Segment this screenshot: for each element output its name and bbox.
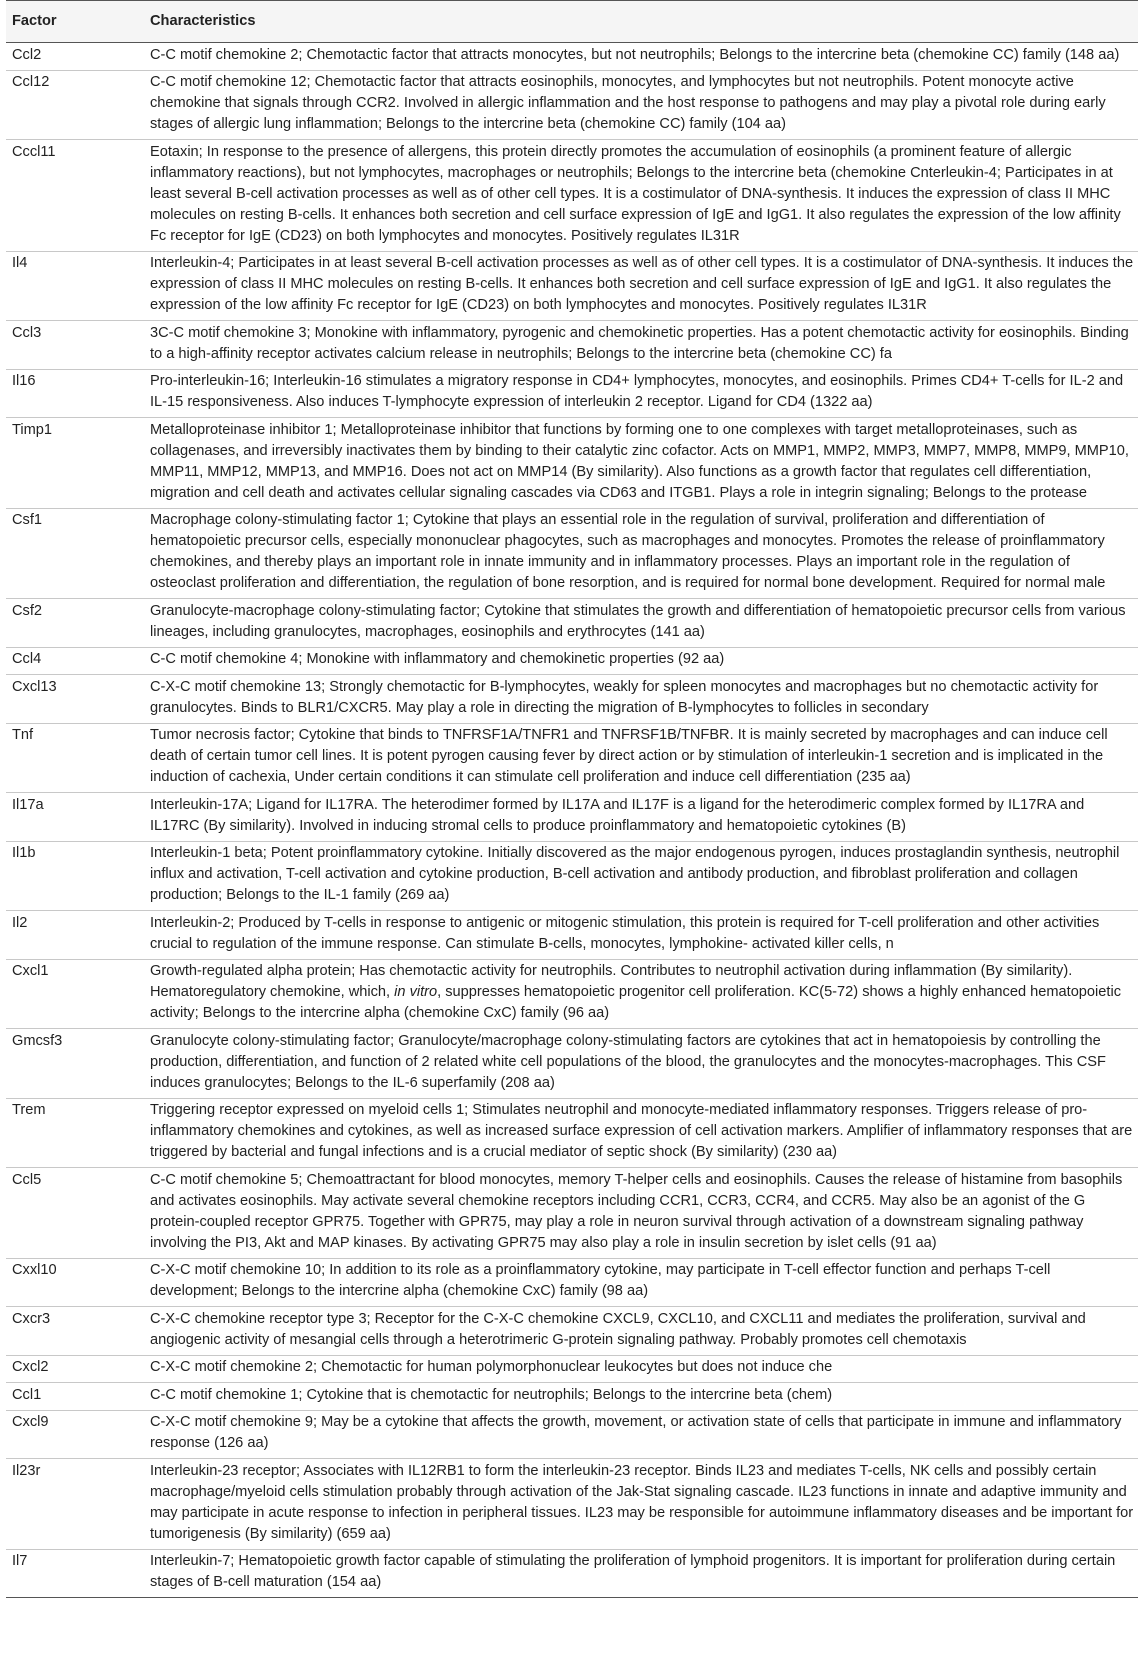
table-row (6, 1383, 1138, 1411)
factor-cell: Ccl4 (6, 647, 150, 675)
characteristics-cell (150, 959, 1138, 1029)
characteristics-cell: Metalloproteinase inhibitor 1; Metalloproteinase inhibitor that functions by forming one to one complexes with target metalloproteinases, such as collagenases, and irreversibly inactivates them by binding to their catalytic zinc cofactor. Acts on MMP1, MMP2, MMP3, MMP7, MMP8, MMP9, MMP10, MMP11, MMP12, MMP13, and MMP16. Does not act on MMP14 (By similarity). Also functions as a growth factor that regulates cell differentiation, migration and cell death and activates cellular signaling cascades via CD63 and ITGB1. Plays a role in integrin signaling; Belongs to the protease (150, 418, 1138, 509)
characteristics-italic-text: in vitro (394, 984, 438, 1000)
characteristics-cell: Granulocyte-macrophage colony-stimulating factor; Cytokine that stimulates the growth and differentiation of hematopoietic precursor cells from various lineages, including granulocytes, macrophages, eosinophils and erythrocytes (141 aa) (150, 599, 1138, 648)
factor-cell: Il7 (6, 1549, 150, 1598)
table-row (6, 647, 1138, 675)
table-row (6, 418, 1138, 509)
characteristics-cell: Interleukin-17A; Ligand for IL17RA. The heterodimer formed by IL17A and IL17F is a ligand for the heterodimeric complex formed by IL17RA and IL17RC (By similarity). Involved in inducing stromal cells to produce proinflammatory and hematopoietic cytokines (B) (150, 793, 1138, 842)
factor-cell: Il23r (6, 1459, 150, 1550)
table-row (6, 675, 1138, 724)
table-row (6, 1258, 1138, 1307)
factor-cell: Cxcl13 (6, 675, 150, 724)
header-row (6, 1, 1138, 43)
table-row (6, 841, 1138, 911)
factor-table (6, 0, 1138, 1598)
table-row (6, 1098, 1138, 1168)
characteristics-cell: C-X-C motif chemokine 10; In addition to its role as a proinflammatory cytokine, may participate in T-cell effector function and perhaps T-cell development; Belongs to the intercrine alpha (chemokine CxC) family (98 aa) (150, 1258, 1138, 1307)
factor-cell: Ccl1 (6, 1383, 150, 1411)
table-row (6, 1307, 1138, 1356)
characteristics-cell: C-C motif chemokine 2; Chemotactic factor that attracts monocytes, but not neutrophils; Belongs to the intercrine beta (chemokine CC) family (148 aa) (150, 43, 1138, 71)
characteristics-cell: Interleukin-2; Produced by T-cells in response to antigenic or mitogenic stimulation, this protein is required for T-cell proliferation and other activities crucial to regulation of the immune response. Can stimulate B-cells, monocytes, lymphokine- activated killer cells, n (150, 911, 1138, 960)
table-row (6, 369, 1138, 418)
factor-cell: Il16 (6, 369, 150, 418)
characteristics-cell: Macrophage colony-stimulating factor 1; Cytokine that plays an essential role in the regulation of survival, proliferation and differentiation of hematopoietic precursor cells, especially mononuclear phagocytes, such as macrophages and monocytes. Promotes the release of proinflammatory chemokines, and thereby plays an important role in innate immunity and in inflammatory processes. Plays an important role in the regulation of osteoclast proliferation and differentiation, the regulation of bone resorption, and is required for normal bone development. Required for normal male (150, 508, 1138, 599)
factor-cell: Cxcl2 (6, 1355, 150, 1383)
factor-cell: Csf1 (6, 508, 150, 599)
factor-cell: Tnf (6, 723, 150, 793)
characteristics-cell: C-X-C chemokine receptor type 3; Receptor for the C-X-C chemokine CXCL9, CXCL10, and CXCL11 and mediates the proliferation, survival and angiogenic activity of mesangial cells through a heterotrimeric G-protein signaling pathway. Probably promotes cell chemotaxis (150, 1307, 1138, 1356)
table-row (6, 1029, 1138, 1099)
table-row (6, 793, 1138, 842)
characteristics-cell: Interleukin-7; Hematopoietic growth factor capable of stimulating the proliferation of lymphoid progenitors. It is important for proliferation during certain stages of B-cell maturation (154 aa) (150, 1549, 1138, 1598)
table-row (6, 1355, 1138, 1383)
characteristics-cell: C-C motif chemokine 12; Chemotactic factor that attracts eosinophils, monocytes, and lymphocytes but not neutrophils. Potent monocyte active chemokine that signals through CCR2. Involved in allergic inflammation and the host response to pathogens and may play a pivotal role during early stages of allergic lung inflammation; Belongs to the intercrine beta (chemokine CC) family (104 aa) (150, 70, 1138, 140)
characteristics-cell: Tumor necrosis factor; Cytokine that binds to TNFRSF1A/TNFR1 and TNFRSF1B/TNFBR. It is mainly secreted by macrophages and can induce cell death of certain tumor cell lines. It is potent pyrogen causing fever by direct action or by stimulation of interleukin-1 secretion and is implicated in the induction of cachexia, Under certain conditions it can stimulate cell proliferation and induce cell differentiation (235 aa) (150, 723, 1138, 793)
table-row (6, 508, 1138, 599)
factor-cell: Timp1 (6, 418, 150, 509)
table-row (6, 43, 1138, 71)
characteristics-cell: 3C-C motif chemokine 3; Monokine with inflammatory, pyrogenic and chemokinetic properties. Has a potent chemotactic activity for eosinophils. Binding to a high-affinity receptor activates calcium release in neutrophils; Belongs to the intercrine beta (chemokine CC) fa (150, 321, 1138, 370)
table-row (6, 1168, 1138, 1259)
factor-cell: Il4 (6, 251, 150, 321)
factor-cell: Gmcsf3 (6, 1029, 150, 1099)
table-row (6, 911, 1138, 960)
characteristics-cell: C-X-C motif chemokine 9; May be a cytokine that affects the growth, movement, or activation state of cells that participate in immune and inflammatory response (126 aa) (150, 1410, 1138, 1459)
characteristics-text: Growth-regulated alpha protein; Has chemotactic activity for neutrophils. Contributes to neutrophil activation during inflammation (By similarity). Hematoregulatory chemokine, which, (150, 963, 1073, 1000)
characteristics-cell: Interleukin-1 beta; Potent proinflammatory cytokine. Initially discovered as the major endogenous pyrogen, induces prostaglandin synthesis, neutrophil influx and activation, T-cell activation and cytokine production, B-cell activation and antibody production, and fibroblast proliferation and collagen production; Belongs to the IL-1 family (269 aa) (150, 841, 1138, 911)
table-row (6, 251, 1138, 321)
factor-cell: Cxcl9 (6, 1410, 150, 1459)
column-header-factor: Factor (6, 1, 150, 43)
table-row (6, 959, 1138, 1029)
table-header (6, 1, 1138, 43)
table-row (6, 723, 1138, 793)
table-row (6, 1459, 1138, 1550)
table-row (6, 1410, 1138, 1459)
table-row (6, 140, 1138, 252)
factor-cell: Il17a (6, 793, 150, 842)
characteristics-cell: Pro-interleukin-16; Interleukin-16 stimulates a migratory response in CD4+ lymphocytes, monocytes, and eosinophils. Primes CD4+ T-cells for IL-2 and IL-15 responsiveness. Also induces T-lymphocyte expression of interleukin 2 receptor. Ligand for CD4 (1322 aa) (150, 369, 1138, 418)
characteristics-cell: Triggering receptor expressed on myeloid cells 1; Stimulates neutrophil and monocyte-mediated inflammatory responses. Triggers release of pro-inflammatory chemokines and cytokines, as well as increased surface expression of cell activation markers. Amplifier of inflammatory responses that are triggered by bacterial and fungal infections and is a crucial mediator of septic shock (By similarity) (230 aa) (150, 1098, 1138, 1168)
factor-cell: Ccl12 (6, 70, 150, 140)
characteristics-cell: Interleukin-23 receptor; Associates with IL12RB1 to form the interleukin-23 receptor. Binds IL23 and mediates T-cells, NK cells and possibly certain macrophage/myeloid cells stimulation probably through activation of the Jak-Stat signaling cascade. IL23 functions in innate and adaptive immunity and may participate in acute response to infection in peripheral tissues. IL23 may be responsible for autoimmune inflammatory diseases and be important for tumorigenesis (By similarity) (659 aa) (150, 1459, 1138, 1550)
table-row (6, 599, 1138, 648)
column-header-characteristics: Characteristics (150, 1, 1138, 43)
characteristics-cell: Eotaxin; In response to the presence of allergens, this protein directly promotes the accumulation of eosinophils (a prominent feature of allergic inflammatory reactions), but not lymphocytes, macrophages or neutrophils; Belongs to the intercrine beta (chemokine Cnterleukin-4; Participates in at least several B-cell activation processes as well as of other cell types. It is a costimulator of DNA-synthesis. It induces the expression of class II MHC molecules on resting B-cells. It enhances both secretion and cell surface expression of IgE and IgG1. It also regulates the expression of the low affinity Fc receptor for IgE (CD23) on both lymphocytes and monocytes. Positively regulates IL31R (150, 140, 1138, 252)
factor-cell: Trem (6, 1098, 150, 1168)
table-row (6, 70, 1138, 140)
table-body (6, 43, 1138, 1598)
factor-cell: Cxcr3 (6, 1307, 150, 1356)
factor-cell: Ccl2 (6, 43, 150, 71)
factor-cell: Cxcl1 (6, 959, 150, 1029)
factor-cell: Ccl5 (6, 1168, 150, 1259)
factor-cell: Il2 (6, 911, 150, 960)
characteristics-cell: Interleukin-4; Participates in at least several B-cell activation processes as well as of other cell types. It is a costimulator of DNA-synthesis. It induces the expression of class II MHC molecules on resting B-cells. It enhances both secretion and cell surface expression of IgE and IgG1. It also regulates the expression of the low affinity Fc receptor for IgE (CD23) on both lymphocytes and monocytes. Positively regulates IL31R (150, 251, 1138, 321)
characteristics-cell: C-X-C motif chemokine 2; Chemotactic for human polymorphonuclear leukocytes but does not induce che (150, 1355, 1138, 1383)
factor-cell: Ccl3 (6, 321, 150, 370)
characteristics-cell: Granulocyte colony-stimulating factor; Granulocyte/macrophage colony-stimulating factors are cytokines that act in hematopoiesis by controlling the production, differentiation, and function of 2 related white cell populations of the blood, the granulocytes and the monocytes-macrophages. This CSF induces granulocytes; Belongs to the IL-6 superfamily (208 aa) (150, 1029, 1138, 1099)
factor-cell: Cxxl10 (6, 1258, 150, 1307)
factor-cell: Il1b (6, 841, 150, 911)
table-row (6, 1549, 1138, 1598)
characteristics-cell: C-C motif chemokine 4; Monokine with inflammatory and chemokinetic properties (92 aa) (150, 647, 1138, 675)
characteristics-text: , suppresses hematopoietic progenitor cell proliferation. KC(5-72) shows a highly enhanced hematopoietic activity; Belongs to the intercrine alpha (chemokine CxC) family (96 aa) (150, 984, 1121, 1021)
factor-cell: Csf2 (6, 599, 150, 648)
factor-cell: Cccl11 (6, 140, 150, 252)
characteristics-cell: C-X-C motif chemokine 13; Strongly chemotactic for B-lymphocytes, weakly for spleen monocytes and macrophages but no chemotactic activity for granulocytes. Binds to BLR1/CXCR5. May play a role in directing the migration of B-lymphocytes to follicles in secondary (150, 675, 1138, 724)
table-row (6, 321, 1138, 370)
characteristics-cell: C-C motif chemokine 1; Cytokine that is chemotactic for neutrophils; Belongs to the intercrine beta (chem) (150, 1383, 1138, 1411)
characteristics-cell: C-C motif chemokine 5; Chemoattractant for blood monocytes, memory T-helper cells and eosinophils. Causes the release of histamine from basophils and activates eosinophils. May activate several chemokine receptors including CCR1, CCR3, CCR4, and CCR5. May also be an agonist of the G protein-coupled receptor GPR75. Together with GPR75, may play a role in neuron survival through activation of a downstream signaling pathway involving the PI3, Akt and MAP kinases. By activating GPR75 may also play a role in insulin secretion by islet cells (91 aa) (150, 1168, 1138, 1259)
